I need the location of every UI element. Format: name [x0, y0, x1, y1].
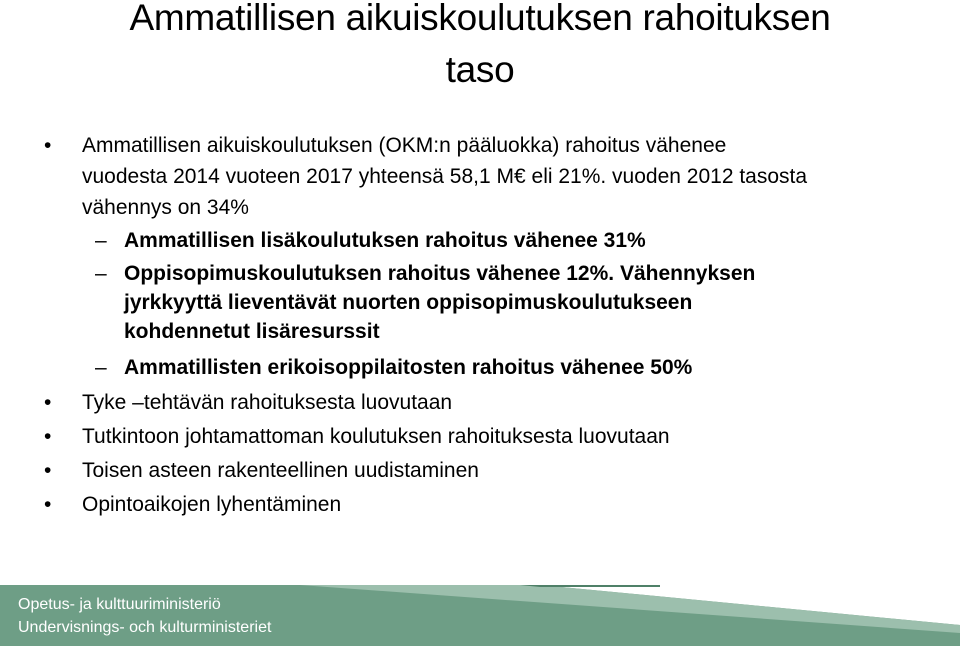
bullet-line: Tutkintoon johtamattoman koulutuksen rahoituksesta luovutaan — [82, 425, 670, 448]
sub-item-line: kohdennetut lisäresurssit — [124, 320, 380, 343]
footer-band-dark — [520, 585, 660, 587]
dash-marker: – — [95, 262, 107, 285]
slide-title-line-1: Ammatillisen aikuiskoulutuksen rahoituksen — [129, 0, 831, 38]
footer-ministry-swedish: Undervisnings- och kulturministeriet — [18, 619, 272, 636]
bullet-line: Tyke –tehtävän rahoituksesta luovutaan — [82, 391, 453, 414]
bullet-item-funding — [44, 131, 944, 223]
dash-marker: – — [95, 229, 107, 252]
bullet-marker: • — [44, 459, 52, 482]
bullet-line: Ammatillisen aikuiskoulutuksen (OKM:n pääluokka) rahoitus vähenee — [82, 134, 727, 157]
bullet-marker: • — [44, 134, 52, 157]
footer-banner — [0, 581, 960, 646]
bullet-marker: • — [44, 493, 52, 516]
bullet-line: vuodesta 2014 vuoteen 2017 yhteensä 58,1 M€ eli 21%. vuoden 2012 tasosta — [82, 165, 808, 188]
footer-ministry-finnish: Opetus- ja kulttuuriministeriö — [18, 596, 221, 613]
sub-item-line: Ammatillisten erikoisoppilaitosten rahoitus vähenee 50% — [124, 356, 693, 379]
bullet-line: Toisen asteen rakenteellinen uudistaminen — [82, 459, 479, 482]
bullet-marker: • — [44, 391, 52, 414]
sub-item-line: Ammatillisen lisäkoulutuksen rahoitus vähenee 31% — [124, 229, 646, 252]
bullet-item-tyke — [44, 388, 944, 418]
bullet-item-opintoajat — [44, 490, 944, 520]
bullet-marker: • — [44, 425, 52, 448]
sub-item-lisakoulutus — [95, 226, 935, 256]
bullet-line: Opintoaikojen lyhentäminen — [82, 493, 342, 516]
bullet-item-tutkintoon — [44, 422, 944, 452]
dash-marker: – — [95, 356, 107, 379]
sub-item-erikoisoppilaitokset — [95, 353, 935, 383]
sub-item-line: Oppisopimuskoulutuksen rahoitus vähenee 12%. Vähennyksen — [124, 262, 756, 285]
bullet-item-toisen-asteen — [44, 456, 944, 486]
sub-item-line: jyrkkyyttä lieventävät nuorten oppisopimuskoulutukseen — [124, 291, 693, 314]
sub-item-oppisopimus — [95, 259, 935, 347]
bullet-line: vähennys on 34% — [82, 196, 249, 219]
slide-title-line-2: taso — [445, 49, 515, 90]
